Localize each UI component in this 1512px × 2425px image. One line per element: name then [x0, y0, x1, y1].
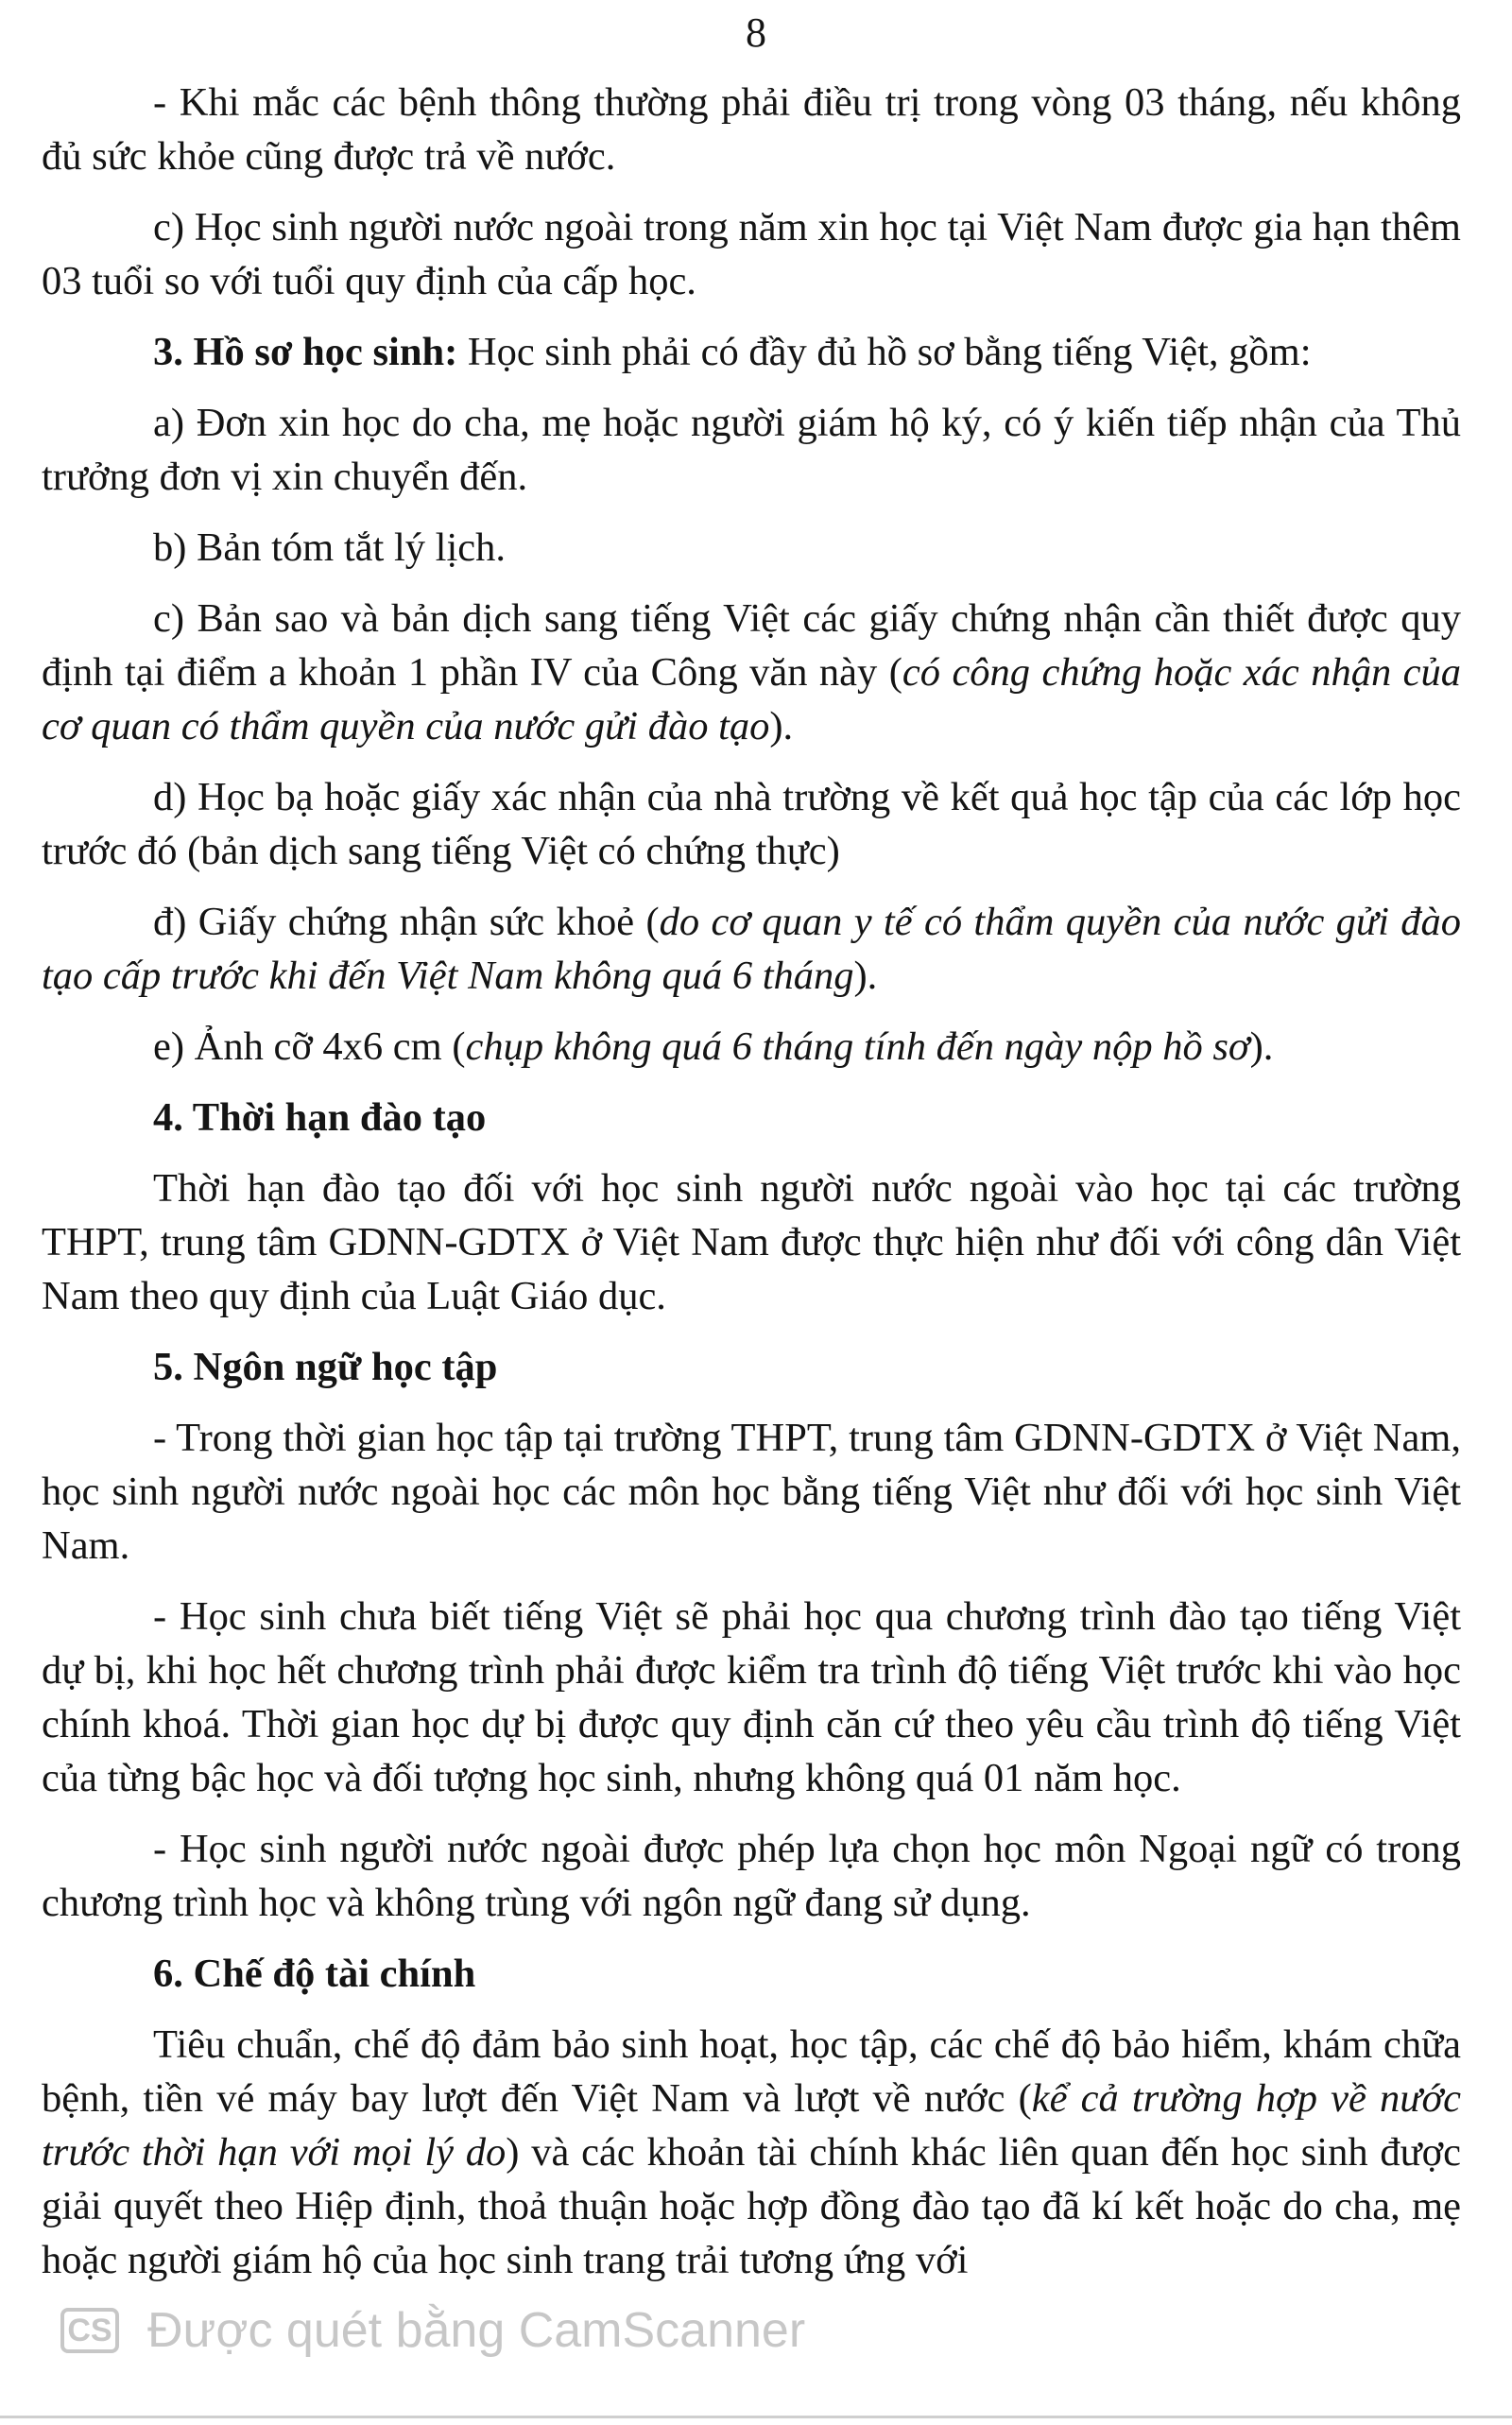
paragraph-text: c) Học sinh người nước ngoài trong năm xin học tại Việt Nam được gia hạn thêm 03 tuổi so với tuổi quy định của cấp học. [42, 205, 1461, 303]
paragraph [42, 1091, 1461, 1144]
paragraph [42, 770, 1461, 878]
camscanner-watermark [60, 2302, 805, 2359]
paragraph [42, 2018, 1461, 2287]
paragraph [42, 396, 1461, 504]
paragraph [42, 1020, 1461, 1074]
paragraph-text: ). [1249, 1024, 1274, 1069]
paragraph [42, 325, 1461, 379]
paragraph [42, 521, 1461, 575]
paragraph-text: Tiêu chuẩn, chế độ đảm bảo sinh hoạt, học tập, các chế độ bảo hiểm, khám chữa bệnh, tiền vé máy bay lượt đến Việt Nam và lượt về nước ( [42, 2022, 1461, 2121]
paragraph [42, 1340, 1461, 1394]
paragraph [42, 592, 1461, 753]
paragraph-text: đ) Giấy chứng nhận sức khoẻ ( [153, 900, 660, 944]
paragraph [42, 1590, 1461, 1805]
section-heading: 6. Chế độ tài chính [153, 1952, 476, 1996]
paragraph-text: ) và các khoản tài chính khác liên quan đến học sinh được giải quyết theo Hiệp định, thoả thuận hoặc hợp đồng đào tạo đã kí kết hoặc do cha, mẹ hoặc người giám hộ của học sinh trang trải tương ứng với [42, 2130, 1461, 2282]
paragraph-text: - Học sinh chưa biết tiếng Việt sẽ phải học qua chương trình đào tạo tiếng Việt dự bị, khi học hết chương trình phải được kiểm tra trình độ tiếng Việt trước khi vào học chính khoá. Thời gian học dự bị được quy định căn cứ theo yêu cầu trình độ tiếng Việt của từng bậc học và đối tượng học sinh, nhưng không quá 01 năm học. [42, 1594, 1461, 1800]
paragraph-text: a) Đơn xin học do cha, mẹ hoặc người giám hộ ký, có ý kiến tiếp nhận của Thủ trưởng đơn vị xin chuyển đến. [42, 401, 1461, 499]
paragraph-text: - Khi mắc các bệnh thông thường phải điều trị trong vòng 03 tháng, nếu không đủ sức khỏe cũng được trả về nước. [42, 80, 1461, 179]
paragraph [42, 76, 1461, 183]
paragraph-text: ). [769, 704, 794, 748]
section-heading: 4. Thời hạn đào tạo [153, 1095, 487, 1140]
camscanner-logo-icon: CS [60, 2308, 119, 2353]
paragraph [42, 1947, 1461, 2001]
paragraph-text: e) Ảnh cỡ 4x6 cm ( [153, 1024, 466, 1069]
page-number: 8 [746, 9, 766, 56]
paragraph-text: ). [853, 954, 878, 998]
paragraph-text: c) Bản sao và bản dịch sang tiếng Việt các giấy chứng nhận cần thiết được quy định tại điểm a khoản 1 phần IV của Công văn này ( [42, 596, 1461, 695]
paragraph-text: - Trong thời gian học tập tại trường THPT, trung tâm GDNN-GDTX ở Việt Nam, học sinh người nước ngoài học các môn học bằng tiếng Việt như đối với học sinh Việt Nam. [42, 1416, 1461, 1568]
paragraph-text: b) Bản tóm tắt lý lịch. [153, 525, 506, 570]
paragraph-text: d) Học bạ hoặc giấy xác nhận của nhà trường về kết quả học tập của các lớp học trước đó (bản dịch sang tiếng Việt có chứng thực) [42, 775, 1461, 873]
document-body [42, 76, 1461, 2304]
italic-note: do cơ quan y tế có thẩm quyền của nước gửi đào tạo cấp trước khi đến Việt Nam không quá 6 tháng [42, 900, 1461, 998]
italic-note: kể cả trường hợp về nước trước thời hạn với mọi lý do [42, 2076, 1461, 2175]
paragraph [42, 1822, 1461, 1930]
page-edge-divider [0, 2416, 1512, 2418]
paragraph-text: Học sinh phải có đầy đủ hồ sơ bằng tiếng Việt, gồm: [457, 330, 1312, 374]
paragraph [42, 1411, 1461, 1573]
paragraph [42, 895, 1461, 1003]
italic-note: chụp không quá 6 tháng tính đến ngày nộp hồ sơ [465, 1024, 1250, 1069]
paragraph [42, 1161, 1461, 1323]
section-heading: 5. Ngôn ngữ học tập [153, 1345, 498, 1389]
paragraph [42, 200, 1461, 308]
paragraph-text: Thời hạn đào tạo đối với học sinh người nước ngoài vào học tại các trường THPT, trung tâm GDNN-GDTX ở Việt Nam được thực hiện như đối với công dân Việt Nam theo quy định của Luật Giáo dục. [42, 1166, 1461, 1318]
italic-note: có công chứng hoặc xác nhận của cơ quan có thẩm quyền của nước gửi đào tạo [42, 650, 1461, 748]
paragraph-text: - Học sinh người nước ngoài được phép lựa chọn học môn Ngoại ngữ có trong chương trình học và không trùng với ngôn ngữ đang sử dụng. [42, 1827, 1461, 1925]
section-heading: 3. Hồ sơ học sinh: [153, 330, 458, 374]
watermark-text: Được quét bằng CamScanner [147, 2303, 806, 2358]
